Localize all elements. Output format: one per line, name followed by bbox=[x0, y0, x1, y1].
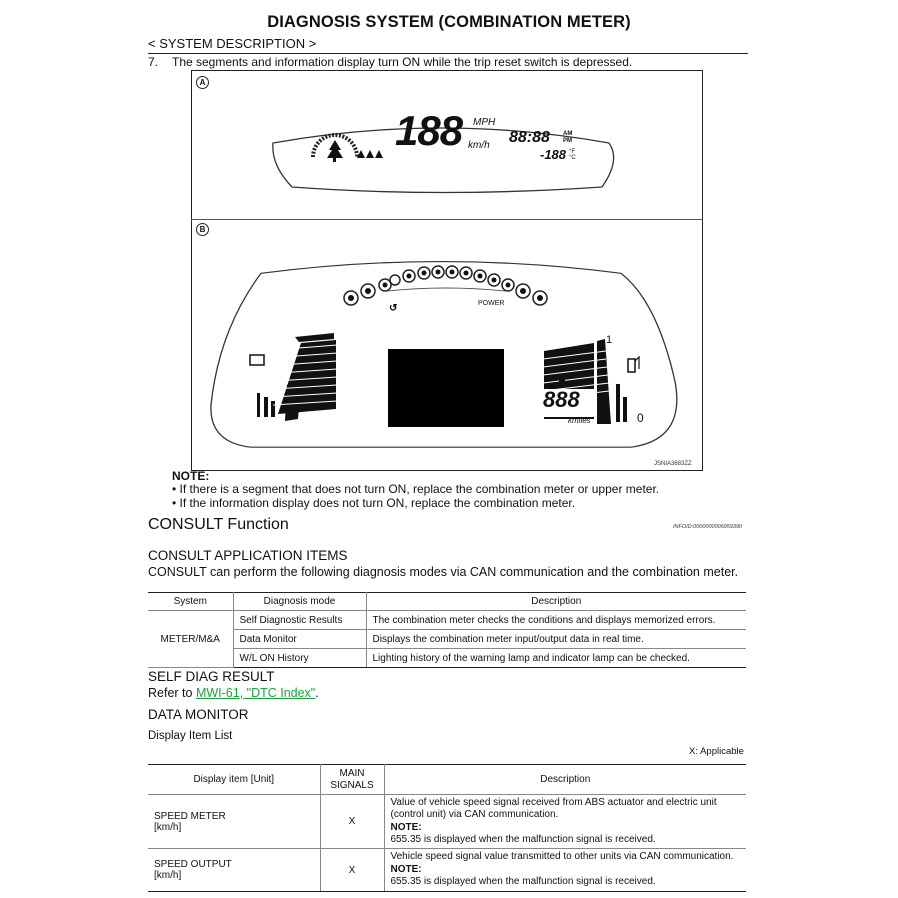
odo-digits: 888 bbox=[543, 387, 580, 412]
figure-label-b: B bbox=[196, 223, 209, 236]
consult-app-heading: CONSULT APPLICATION ITEMS bbox=[148, 548, 348, 563]
data-monitor-table bbox=[148, 764, 746, 892]
power-label: POWER bbox=[478, 300, 505, 307]
info-display bbox=[388, 349, 504, 427]
temp-f: °F bbox=[569, 149, 576, 155]
mode-cell: W/L ON History bbox=[233, 649, 366, 668]
speed-digits: 188 bbox=[395, 107, 463, 154]
desc-text: Vehicle speed signal value transmitted to other units via CAN communication. bbox=[390, 851, 734, 863]
item-unit: [km/h] bbox=[154, 870, 182, 881]
table-row bbox=[148, 611, 746, 630]
eco-tree-icon bbox=[313, 135, 383, 162]
desc-cell: Lighting history of the warning lamp and indicator lamp can be checked. bbox=[366, 649, 746, 668]
consult-heading: CONSULT Function bbox=[148, 516, 289, 533]
table-header-row bbox=[148, 765, 746, 795]
item-name: SPEED METER bbox=[154, 810, 226, 822]
page-title: DIAGNOSIS SYSTEM (COMBINATION METER) bbox=[267, 13, 631, 31]
refer-prefix: Refer to bbox=[148, 686, 196, 700]
note-text: 655.35 is displayed when the malfunction signal is received. bbox=[390, 834, 656, 845]
desc-text: Value of vehicle speed signal received from ABS actuator and electric unit (control unit) via CAN communication. bbox=[390, 796, 717, 820]
display-item-list-title: Display Item List bbox=[148, 730, 233, 742]
table-header: Description bbox=[366, 593, 746, 611]
mode-cell: Self Diagnostic Results bbox=[233, 611, 366, 630]
gauge-empty-label: 0 bbox=[637, 411, 644, 425]
note-item: • If the information display does not turn ON, replace the combination meter. bbox=[172, 496, 576, 510]
desc-cell: The combination meter checks the conditions and displays memorized errors. bbox=[366, 611, 746, 630]
item-unit: [km/h] bbox=[154, 821, 182, 833]
table-header: Description bbox=[384, 765, 746, 795]
system-cell: METER/M&A bbox=[148, 611, 233, 668]
self-diag-heading: SELF DIAG RESULT bbox=[148, 669, 275, 684]
section-label: < SYSTEM DESCRIPTION > bbox=[148, 36, 317, 51]
temp-units bbox=[569, 149, 576, 161]
consult-table bbox=[148, 592, 746, 668]
gauge-full-label: 1 bbox=[606, 334, 613, 346]
note-text: 655.35 is displayed when the malfunction signal is received. bbox=[390, 876, 656, 888]
regen-icon: ↺ bbox=[389, 303, 398, 314]
table-header: MAIN SIGNALS bbox=[320, 765, 384, 795]
consult-app-text: CONSULT can perform the following diagnosis modes via CAN communication and the combination meter. bbox=[148, 565, 739, 579]
mode-cell: Data Monitor bbox=[233, 630, 366, 649]
odo-unit: kmiles bbox=[568, 416, 591, 425]
main-signal-cell: X bbox=[320, 795, 384, 849]
temp-c: °C bbox=[569, 155, 576, 161]
desc-cell: Displays the combination meter input/output data in real time. bbox=[366, 630, 746, 649]
step-7 bbox=[148, 55, 632, 69]
speed-unit-mph: MPH bbox=[473, 117, 496, 128]
table-row bbox=[148, 795, 746, 849]
header-divider bbox=[148, 53, 748, 54]
power-gauge-dots bbox=[344, 266, 547, 305]
clock-ampm bbox=[563, 131, 572, 145]
table-header: Diagnosis mode bbox=[233, 593, 366, 611]
table-header-row bbox=[148, 593, 746, 611]
note-heading: NOTE: bbox=[172, 469, 210, 483]
speed-unit-kmh: km/h bbox=[468, 140, 490, 151]
left-gauge-icon bbox=[250, 355, 264, 365]
applicable-legend: X: Applicable bbox=[689, 746, 744, 757]
note-label: NOTE: bbox=[390, 821, 422, 833]
step-number: 7. bbox=[148, 55, 159, 69]
desc-cell bbox=[384, 795, 746, 849]
table-header: Display item [Unit] bbox=[148, 765, 320, 795]
fuel-arrow-icon: → bbox=[547, 379, 556, 389]
table-row bbox=[148, 630, 746, 649]
self-diag-refer bbox=[148, 686, 319, 700]
info-id: INFOID:0000000006959390 bbox=[673, 524, 743, 530]
table-row bbox=[148, 849, 746, 892]
lower-meter-drawing bbox=[191, 219, 703, 471]
temp-digits: -188 bbox=[540, 147, 567, 162]
figure-code: JSNIA3683ZZ bbox=[654, 461, 692, 467]
item-cell bbox=[148, 795, 320, 849]
table-row bbox=[148, 649, 746, 668]
fuel-pump-small-icon bbox=[559, 378, 565, 386]
desc-cell bbox=[384, 849, 746, 892]
note-item: • If there is a segment that does not turn ON, replace the combination meter or upper meter. bbox=[172, 482, 660, 496]
figure-label-a: A bbox=[196, 76, 209, 89]
clock-pm: PM bbox=[563, 138, 572, 144]
note-item-text: If the information display does not turn ON, replace the combination meter. bbox=[179, 496, 576, 510]
item-name: SPEED OUTPUT bbox=[154, 859, 232, 870]
refer-suffix: . bbox=[315, 686, 319, 700]
note-label: NOTE: bbox=[390, 863, 422, 875]
table-header: System bbox=[148, 593, 233, 611]
charge-plug-icon bbox=[628, 359, 635, 372]
note-item-text: If there is a segment that does not turn ON, replace the combination meter or upper meter. bbox=[179, 482, 660, 496]
clock-am: AM bbox=[563, 131, 573, 137]
dtc-index-link[interactable]: MWI-61, "DTC Index" bbox=[195, 686, 316, 700]
step-text: The segments and information display turn ON while the trip reset switch is depressed. bbox=[172, 55, 633, 69]
item-cell bbox=[148, 849, 320, 892]
data-monitor-heading: DATA MONITOR bbox=[148, 707, 249, 722]
clock-digits: 88:88 bbox=[509, 129, 550, 146]
main-signal-cell: X bbox=[320, 849, 384, 892]
